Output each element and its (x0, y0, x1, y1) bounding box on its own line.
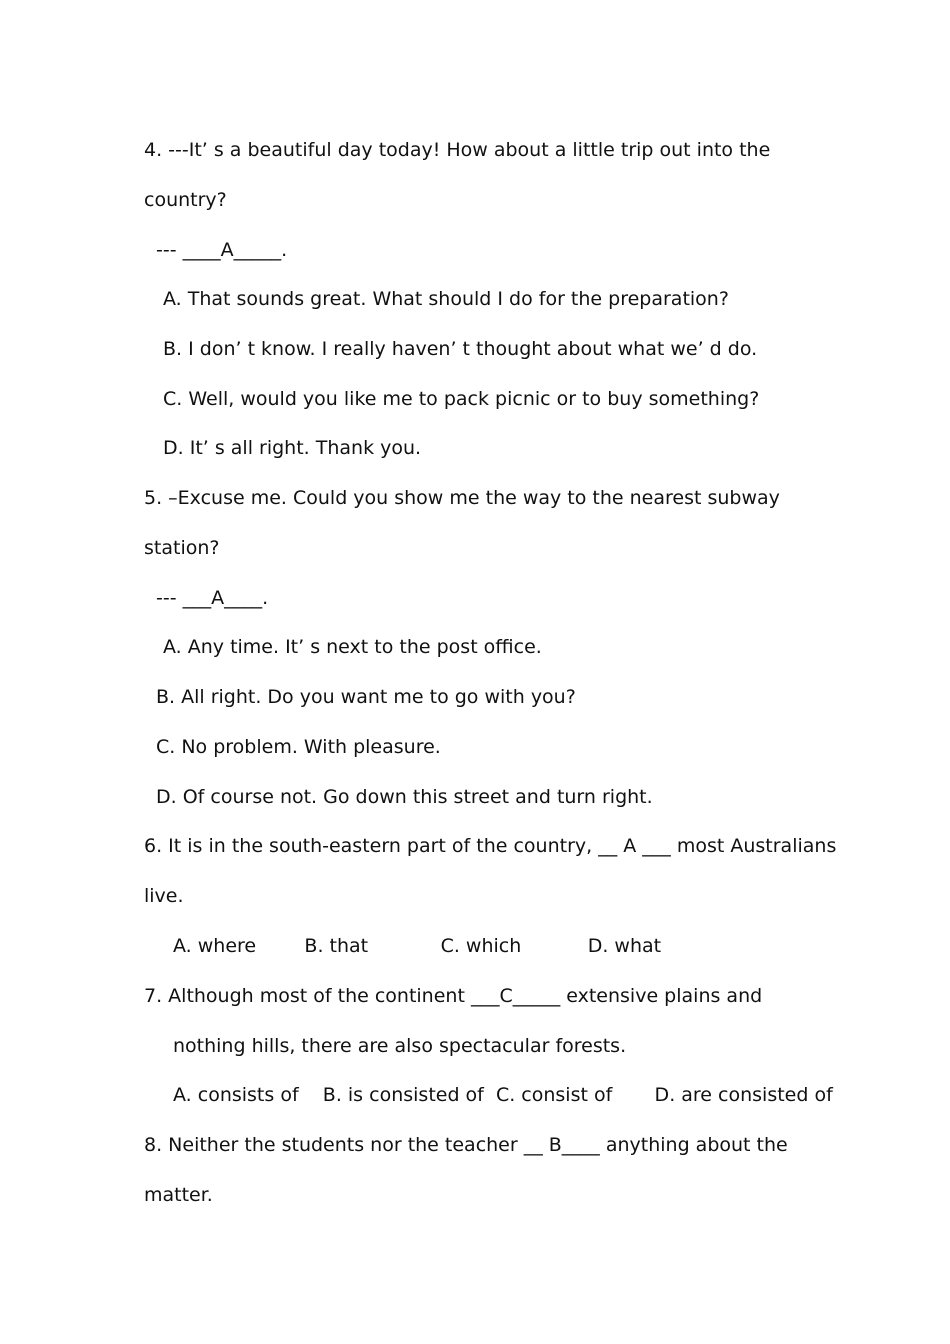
question-5-option-b: B. All right. Do you want me to go with you? (156, 686, 576, 708)
question-4-option-c: C. Well, would you like me to pack picnic or to buy something? (163, 388, 760, 410)
question-4-stem-continued: country? (144, 189, 227, 211)
question-4-option-a: A. That sounds great. What should I do for the preparation? (163, 288, 729, 310)
question-5-option-d: D. Of course not. Go down this street and turn right. (156, 786, 653, 808)
question-7-stem-continued: nothing hills, there are also spectacular forests. (173, 1035, 627, 1057)
question-5-answer: --- ___A____. (156, 587, 269, 609)
question-5-option-a: A. Any time. It’ s next to the post office. (163, 636, 542, 658)
question-7-options: A. consists of B. is consisted of C. consist of D. are consisted of (173, 1084, 833, 1106)
question-6-options: A. where B. that C. which D. what (173, 935, 662, 957)
question-5-option-c: C. No problem. With pleasure. (156, 736, 441, 758)
question-4-option-d: D. It’ s all right. Thank you. (163, 437, 422, 459)
question-4-stem: 4. ---It’ s a beautiful day today! How about a little trip out into the (144, 139, 771, 161)
question-7-stem: 7. Although most of the continent ___C_____ extensive plains and (144, 985, 763, 1007)
question-8-stem: 8. Neither the students nor the teacher __ B____ anything about the (144, 1134, 788, 1156)
question-4-option-b: B. I don’ t know. I really haven’ t thought about what we’ d do. (163, 338, 758, 360)
question-5-stem: 5. –Excuse me. Could you show me the way to the nearest subway (144, 487, 780, 509)
question-5-stem-continued: station? (144, 537, 220, 559)
question-4-answer: --- ____A_____. (156, 239, 288, 261)
question-8-stem-continued: matter. (144, 1184, 213, 1206)
question-6-stem: 6. It is in the south-eastern part of the country, __ A ___ most Australians (144, 835, 837, 857)
question-6-stem-continued: live. (144, 885, 184, 907)
